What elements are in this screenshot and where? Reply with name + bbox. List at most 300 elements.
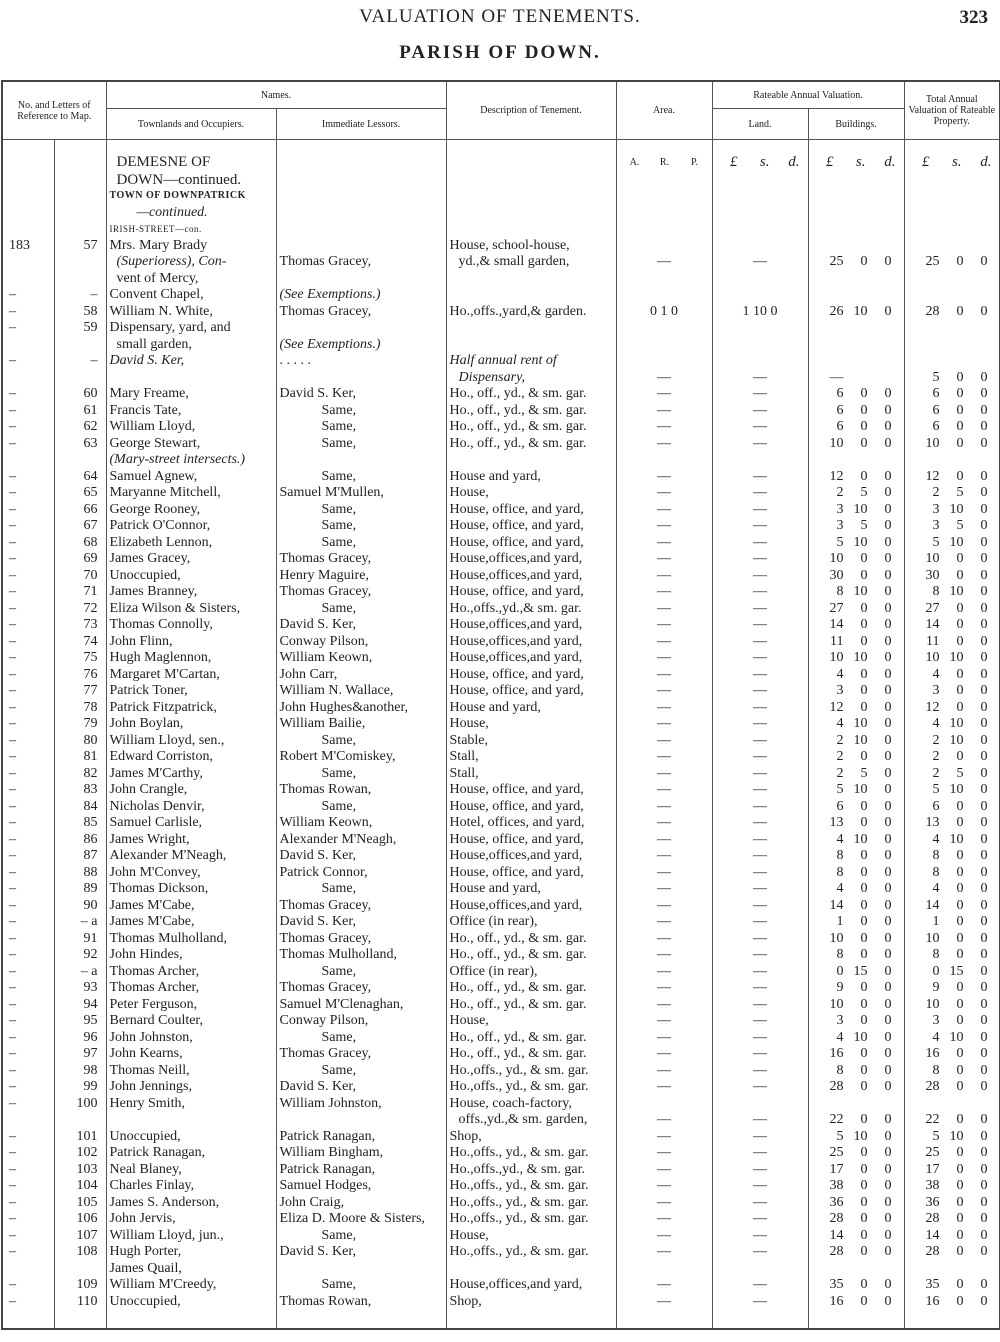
lessor: Same,: [276, 535, 446, 552]
description: House, office, and yard,: [446, 518, 616, 535]
lessor: William N. Wallace,: [276, 683, 446, 700]
buildings-value: [808, 1096, 904, 1113]
total-value: [904, 238, 1000, 255]
occupier: Elizabeth Lennon,: [106, 535, 276, 552]
area-value: [616, 353, 712, 370]
table-row: [2, 436, 1000, 453]
ref-number: –: [2, 881, 54, 898]
ref-number: –: [2, 1228, 54, 1245]
area-value: —: [616, 733, 712, 750]
description: House, coach-factory,: [446, 1096, 616, 1113]
lessor: Thomas Gracey,: [276, 980, 446, 997]
lessor: Eliza D. Moore & Sisters,: [276, 1211, 446, 1228]
buildings-value: 38 0 0: [808, 1178, 904, 1195]
ref-letter: – a: [54, 914, 106, 931]
table-row: [2, 667, 1000, 684]
table-row: [2, 1112, 1000, 1129]
ref-letter: [54, 370, 106, 387]
lessor: Same,: [276, 1030, 446, 1047]
land-value: —: [712, 518, 808, 535]
buildings-value: 14 0 0: [808, 898, 904, 915]
area-value: —: [616, 865, 712, 882]
area-value: —: [616, 254, 712, 271]
occupier: William Lloyd,: [106, 419, 276, 436]
lessor: [276, 271, 446, 288]
area-value: —: [616, 485, 712, 502]
buildings-value: 2 5 0: [808, 766, 904, 783]
total-value: [904, 353, 1000, 370]
land-value: —: [712, 1079, 808, 1096]
occupier: Mrs. Mary Brady: [106, 238, 276, 255]
buildings-value: 13 0 0: [808, 815, 904, 832]
description: Ho.,offs.,yd., & sm. gar.: [446, 1162, 616, 1179]
ref-number: –: [2, 436, 54, 453]
total-value: 2 0 0: [904, 749, 1000, 766]
land-value: —: [712, 1129, 808, 1146]
ref-letter: 97: [54, 1046, 106, 1063]
lessor: [276, 238, 446, 255]
col-header-names: Names.: [106, 81, 446, 109]
ref-letter: 73: [54, 617, 106, 634]
occupier: John Kearns,: [106, 1046, 276, 1063]
lessor: Henry Maguire,: [276, 568, 446, 585]
total-value: 9 0 0: [904, 980, 1000, 997]
area-value: —: [616, 1112, 712, 1129]
total-value: 3 5 0: [904, 518, 1000, 535]
occupier: George Stewart,: [106, 436, 276, 453]
occupier: George Rooney,: [106, 502, 276, 519]
ref-letter: 67: [54, 518, 106, 535]
ref-number: –: [2, 997, 54, 1014]
ref-letter: 60: [54, 386, 106, 403]
ref-letter: 91: [54, 931, 106, 948]
land-value: —: [712, 1145, 808, 1162]
table-row: [2, 964, 1000, 981]
description: Ho., off., yd., & sm. gar.: [446, 403, 616, 420]
valuation-table: [1, 80, 1000, 1330]
ref-number: –: [2, 1129, 54, 1146]
total-value: 13 0 0: [904, 815, 1000, 832]
lessor: [276, 320, 446, 337]
ref-number: –: [2, 353, 54, 370]
occupier: William Lloyd, jun.,: [106, 1228, 276, 1245]
area-value: —: [616, 1244, 712, 1261]
description: House,: [446, 716, 616, 733]
ref-number: [2, 254, 54, 271]
area-value: —: [616, 1178, 712, 1195]
occupier: James Quail,: [106, 1261, 276, 1278]
buildings-value: 2 10 0: [808, 733, 904, 750]
lessor: Thomas Gracey,: [276, 304, 446, 321]
buildings-value: 5 10 0: [808, 535, 904, 552]
table-row: [2, 320, 1000, 337]
col-header-land: Land.: [712, 109, 808, 140]
land-value: —: [712, 667, 808, 684]
area-value: —: [616, 419, 712, 436]
area-value: —: [616, 782, 712, 799]
area-value: [616, 452, 712, 469]
buildings-value: 14 0 0: [808, 617, 904, 634]
occupier: Thomas Archer,: [106, 980, 276, 997]
town-continued: —continued.: [106, 205, 276, 222]
area-value: —: [616, 634, 712, 651]
table-row: [2, 403, 1000, 420]
occupier: Mary Freame,: [106, 386, 276, 403]
total-value: 10 10 0: [904, 650, 1000, 667]
description: Ho., off., yd., & sm. gar.: [446, 997, 616, 1014]
table-row: [2, 1079, 1000, 1096]
lessor: [276, 1261, 446, 1278]
area-value: —: [616, 683, 712, 700]
table-row: [2, 1244, 1000, 1261]
total-value: 10 0 0: [904, 551, 1000, 568]
table-row: [2, 419, 1000, 436]
description: Ho.,offs., yd., & sm. gar.: [446, 1195, 616, 1212]
table-row: [2, 881, 1000, 898]
total-value: 10 0 0: [904, 997, 1000, 1014]
occupier: Unoccupied,: [106, 1129, 276, 1146]
description: Ho., off., yd., & sm. gar.: [446, 1046, 616, 1063]
description: [446, 337, 616, 354]
description: House,offices,and yard,: [446, 568, 616, 585]
ref-number: –: [2, 980, 54, 997]
ref-letter: 89: [54, 881, 106, 898]
buildings-units: £ s. d.: [808, 140, 904, 172]
buildings-value: 12 0 0: [808, 700, 904, 717]
total-value: 5 10 0: [904, 535, 1000, 552]
ref-letter: 72: [54, 601, 106, 618]
table-row: [2, 485, 1000, 502]
land-value: —: [712, 1046, 808, 1063]
table-row: [2, 1178, 1000, 1195]
land-value: —: [712, 1195, 808, 1212]
total-value: 16 0 0: [904, 1294, 1000, 1330]
land-value: —: [712, 601, 808, 618]
description: House, office, and yard,: [446, 832, 616, 849]
total-value: [904, 1096, 1000, 1113]
ref-number: –: [2, 617, 54, 634]
area-value: [616, 287, 712, 304]
lessor: Same,: [276, 403, 446, 420]
area-value: —: [616, 1211, 712, 1228]
ref-letter: [54, 254, 106, 271]
area-value: —: [616, 700, 712, 717]
ref-number: 183: [2, 238, 54, 255]
land-value: —: [712, 931, 808, 948]
occupier: John Crangle,: [106, 782, 276, 799]
occupier: Patrick Toner,: [106, 683, 276, 700]
area-value: —: [616, 403, 712, 420]
description: House, office, and yard,: [446, 683, 616, 700]
buildings-value: 28 0 0: [808, 1079, 904, 1096]
occupier: Patrick Fitzpatrick,: [106, 700, 276, 717]
table-row: [2, 452, 1000, 469]
occupier: Samuel Agnew,: [106, 469, 276, 486]
description: Ho.,offs., yd., & sm. gar.: [446, 1211, 616, 1228]
table-row: [2, 865, 1000, 882]
lessor: David S. Ker,: [276, 914, 446, 931]
description: Half annual rent of: [446, 353, 616, 370]
occupier: Thomas Mulholland,: [106, 931, 276, 948]
buildings-value: 8 0 0: [808, 865, 904, 882]
land-value: —: [712, 485, 808, 502]
ref-number: –: [2, 1294, 54, 1330]
total-value: 28 0 0: [904, 1211, 1000, 1228]
occupier: Nicholas Denvir,: [106, 799, 276, 816]
ref-number: –: [2, 287, 54, 304]
table-row: [2, 914, 1000, 931]
lessor: Thomas Gracey,: [276, 551, 446, 568]
description: [446, 1261, 616, 1278]
buildings-value: 1 0 0: [808, 914, 904, 931]
description: House, school-house,: [446, 238, 616, 255]
table-row: [2, 832, 1000, 849]
land-value: —: [712, 898, 808, 915]
ref-letter: 102: [54, 1145, 106, 1162]
total-value: [904, 1261, 1000, 1278]
table-row: [2, 568, 1000, 585]
table-row: [2, 337, 1000, 354]
description: House,: [446, 485, 616, 502]
buildings-value: 25 0 0: [808, 254, 904, 271]
table-row: [2, 947, 1000, 964]
ref-letter: 83: [54, 782, 106, 799]
lessor: Thomas Gracey,: [276, 898, 446, 915]
ref-letter: 59: [54, 320, 106, 337]
description: Shop,: [446, 1129, 616, 1146]
ref-number: –: [2, 914, 54, 931]
occupier: James M'Cabe,: [106, 898, 276, 915]
buildings-value: 16 0 0: [808, 1046, 904, 1063]
buildings-value: 3 5 0: [808, 518, 904, 535]
land-value: [712, 1261, 808, 1278]
ref-number: [2, 271, 54, 288]
table-row: [2, 469, 1000, 486]
occupier: Samuel Carlisle,: [106, 815, 276, 832]
land-value: —: [712, 749, 808, 766]
ref-letter: [54, 271, 106, 288]
total-value: 6 0 0: [904, 799, 1000, 816]
ref-letter: 66: [54, 502, 106, 519]
land-value: —: [712, 782, 808, 799]
area-value: —: [616, 1228, 712, 1245]
land-value: [712, 271, 808, 288]
ref-letter: 87: [54, 848, 106, 865]
buildings-value: 27 0 0: [808, 601, 904, 618]
area-value: —: [616, 650, 712, 667]
table-row: [2, 733, 1000, 750]
lessor: Patrick Ranagan,: [276, 1129, 446, 1146]
description: Ho., off., yd., & sm. gar.: [446, 419, 616, 436]
ref-number: –: [2, 1063, 54, 1080]
table-row: [2, 254, 1000, 271]
area-value: —: [616, 1162, 712, 1179]
occupier: Charles Finlay,: [106, 1178, 276, 1195]
occupier: small garden,: [106, 337, 276, 354]
total-value: 0 15 0: [904, 964, 1000, 981]
lessor: Samuel Hodges,: [276, 1178, 446, 1195]
lessor: William Bailie,: [276, 716, 446, 733]
buildings-value: [808, 1261, 904, 1278]
area-value: —: [616, 716, 712, 733]
table-row: [2, 1162, 1000, 1179]
ref-letter: [54, 1112, 106, 1129]
buildings-value: 3 0 0: [808, 1013, 904, 1030]
area-value: —: [616, 518, 712, 535]
buildings-value: 10 10 0: [808, 650, 904, 667]
buildings-value: 9 0 0: [808, 980, 904, 997]
ref-letter: 81: [54, 749, 106, 766]
area-value: —: [616, 502, 712, 519]
total-value: 8 0 0: [904, 1063, 1000, 1080]
description: [446, 452, 616, 469]
ref-letter: 96: [54, 1030, 106, 1047]
area-value: —: [616, 535, 712, 552]
area-value: —: [616, 667, 712, 684]
lessor: Same,: [276, 799, 446, 816]
lessor: (See Exemptions.): [276, 337, 446, 354]
ref-letter: 65: [54, 485, 106, 502]
buildings-value: 8 10 0: [808, 584, 904, 601]
land-value: —: [712, 535, 808, 552]
occupier: Convent Chapel,: [106, 287, 276, 304]
table-row: [2, 1195, 1000, 1212]
lessor: Patrick Connor,: [276, 865, 446, 882]
ref-number: –: [2, 1211, 54, 1228]
buildings-value: 4 10 0: [808, 716, 904, 733]
ref-number: –: [2, 403, 54, 420]
description: House, office, and yard,: [446, 502, 616, 519]
ref-letter: 99: [54, 1079, 106, 1096]
total-value: 14 0 0: [904, 1228, 1000, 1245]
total-value: 2 5 0: [904, 766, 1000, 783]
area-value: —: [616, 766, 712, 783]
ref-number: –: [2, 469, 54, 486]
area-value: —: [616, 1129, 712, 1146]
lessor: William Keown,: [276, 815, 446, 832]
total-value: 8 0 0: [904, 947, 1000, 964]
ref-number: [2, 370, 54, 387]
ref-number: –: [2, 1277, 54, 1294]
area-value: —: [616, 386, 712, 403]
total-value: 10 0 0: [904, 436, 1000, 453]
buildings-value: 8 0 0: [808, 947, 904, 964]
ref-number: –: [2, 683, 54, 700]
description: House, office, and yard,: [446, 667, 616, 684]
land-value: [712, 1096, 808, 1113]
occupier: John Hindes,: [106, 947, 276, 964]
land-value: —: [712, 469, 808, 486]
table-row: [2, 1277, 1000, 1294]
occupier: (Superioress), Con-: [106, 254, 276, 271]
total-value: 6 0 0: [904, 386, 1000, 403]
area-value: —: [616, 469, 712, 486]
lessor: Same,: [276, 733, 446, 750]
ref-letter: 92: [54, 947, 106, 964]
total-value: 22 0 0: [904, 1112, 1000, 1129]
ref-number: –: [2, 1244, 54, 1261]
lessor: Same,: [276, 469, 446, 486]
area-value: —: [616, 551, 712, 568]
total-value: 6 0 0: [904, 419, 1000, 436]
buildings-value: [808, 238, 904, 255]
land-value: —: [712, 815, 808, 832]
occupier: Maryanne Mitchell,: [106, 485, 276, 502]
table-row: [2, 700, 1000, 717]
total-value: 4 10 0: [904, 832, 1000, 849]
description: House, office, and yard,: [446, 799, 616, 816]
land-value: —: [712, 716, 808, 733]
total-value: 28 0 0: [904, 1244, 1000, 1261]
area-value: —: [616, 1145, 712, 1162]
ref-number: –: [2, 733, 54, 750]
table-row: [2, 997, 1000, 1014]
land-value: —: [712, 848, 808, 865]
ref-number: –: [2, 568, 54, 585]
buildings-value: 6 0 0: [808, 403, 904, 420]
table-row: [2, 1129, 1000, 1146]
land-value: —: [712, 502, 808, 519]
lessor: William Johnston,: [276, 1096, 446, 1113]
description: House and yard,: [446, 881, 616, 898]
table-row: [2, 650, 1000, 667]
ref-number: [2, 1261, 54, 1278]
description: House,offices,and yard,: [446, 650, 616, 667]
occupier: Henry Smith,: [106, 1096, 276, 1113]
land-value: [712, 452, 808, 469]
buildings-value: 8 0 0: [808, 1063, 904, 1080]
description: House, office, and yard,: [446, 535, 616, 552]
lessor: Thomas Mulholland,: [276, 947, 446, 964]
description: Dispensary,: [446, 370, 616, 387]
area-value: [616, 337, 712, 354]
lessor: Thomas Gracey,: [276, 584, 446, 601]
lessor: [276, 1112, 446, 1129]
occupier: James Branney,: [106, 584, 276, 601]
table-row: [2, 386, 1000, 403]
ref-number: –: [2, 716, 54, 733]
occupier: James Gracey,: [106, 551, 276, 568]
lessor: Same,: [276, 518, 446, 535]
occupier: John M'Convey,: [106, 865, 276, 882]
table-row: [2, 634, 1000, 651]
buildings-value: 10 0 0: [808, 931, 904, 948]
total-value: 14 0 0: [904, 617, 1000, 634]
ref-number: –: [2, 931, 54, 948]
land-value: —: [712, 1211, 808, 1228]
table-row: [2, 1030, 1000, 1047]
total-value: 6 0 0: [904, 403, 1000, 420]
land-value: —: [712, 634, 808, 651]
table-row: [2, 898, 1000, 915]
description: Ho., off., yd., & sm. gar.: [446, 947, 616, 964]
ref-number: –: [2, 1046, 54, 1063]
land-value: [712, 238, 808, 255]
table-row: [2, 551, 1000, 568]
area-value: —: [616, 1277, 712, 1294]
lessor: David S. Ker,: [276, 1079, 446, 1096]
buildings-value: 10 0 0: [808, 997, 904, 1014]
occupier: James Wright,: [106, 832, 276, 849]
ref-letter: 64: [54, 469, 106, 486]
description: Shop,: [446, 1294, 616, 1330]
occupier: [106, 1112, 276, 1129]
lessor: Same,: [276, 1228, 446, 1245]
total-value: 3 0 0: [904, 1013, 1000, 1030]
ref-letter: 90: [54, 898, 106, 915]
ref-letter: 80: [54, 733, 106, 750]
table-row: [2, 353, 1000, 370]
